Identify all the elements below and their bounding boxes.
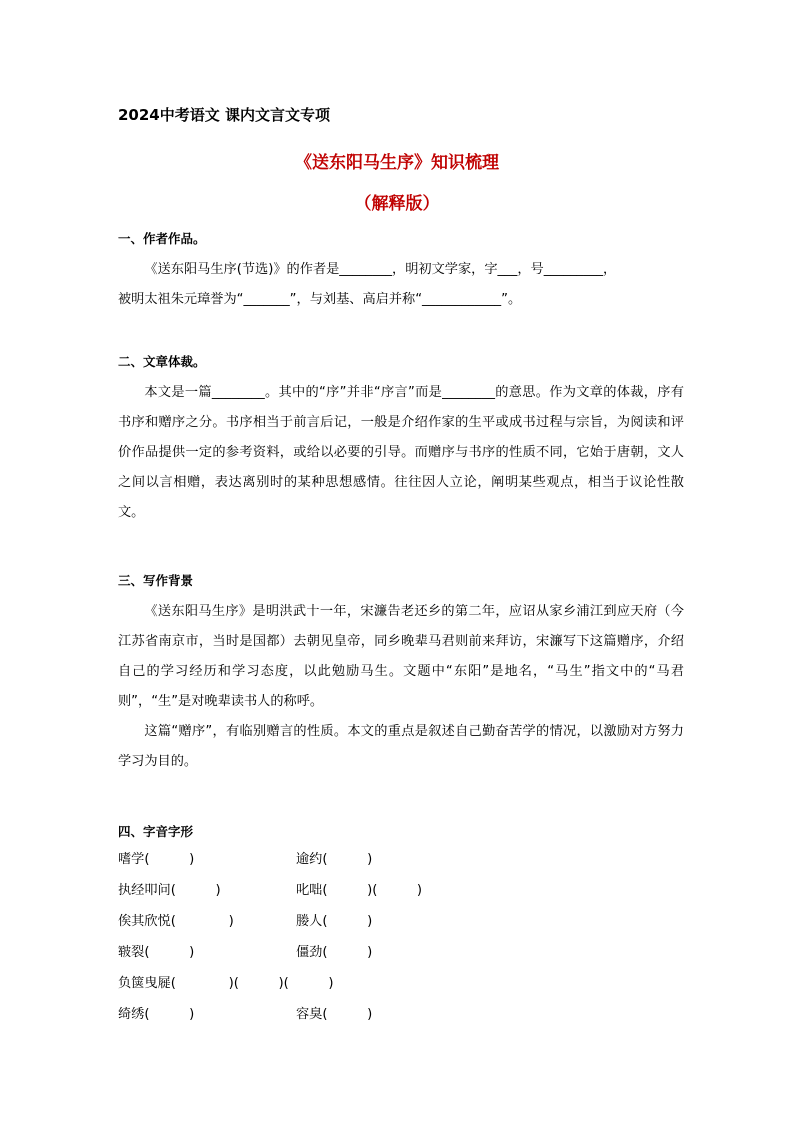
vocab-item: 绮绣( ) [118, 1007, 195, 1022]
paragraph: 这篇“赠序”，有临别赠言的性质。本文的重点是叙述自己勤奋苦学的情况，以激励对方努力学习为目的。 [118, 724, 684, 769]
vocab-item: 执经叩问( ) [118, 883, 221, 898]
section-heading-author: 一、作者作品。 [118, 231, 206, 246]
paragraph: 《送东阳马生序(节选)》的作者是________，明初文学家，字___，号_________， [144, 262, 617, 277]
vocab-item: 叱咄( )( ) [296, 883, 423, 898]
paragraph: 本文是一篇________。其中的“序”并非“序言”而是________的意思。作为文章的体裁，序有书序和赠序之分。书序相当于前言后记，一般是介绍作家的生平或成书过程与宗旨，为阅读和评价作品提供一定的参考资料，或给以必要的引导。而赠序与书序的性质不同，它始于唐朝，文人之间以言相赠，表达离别时的某种思想感情。往往因人立论，阐明某些观点，相当于议论性散文。 [118, 385, 684, 520]
section-body-genre [118, 378, 684, 528]
document-subtitle: （解释版） [354, 194, 440, 214]
vocab-list [118, 844, 496, 1030]
vocab-row [118, 999, 496, 1030]
vocab-row [118, 968, 496, 999]
section-body-background [118, 597, 684, 777]
section-body-author [118, 255, 684, 315]
section-heading-pronunciation: 四、字音字形 [118, 824, 194, 839]
section-heading-background: 三、写作背景 [118, 573, 194, 588]
vocab-item: 僵劲( ) [296, 945, 373, 960]
vocab-item: 逾约( ) [296, 852, 373, 867]
vocab-item: 嗜学( ) [118, 852, 195, 867]
paragraph: 被明太祖朱元璋誉为“_______”，与刘基、高启并称“____________”。 [118, 292, 522, 307]
vocab-item: 媵人( ) [296, 914, 373, 929]
vocab-row [118, 937, 496, 968]
vocab-row [118, 844, 496, 875]
vocab-row [118, 875, 496, 906]
vocab-row [118, 906, 496, 937]
vocab-item: 俟其欣悦( ) [118, 914, 234, 929]
vocab-item: 容臭( ) [296, 1007, 373, 1022]
document-header: 2024中考语文 课内文言文专项 [118, 106, 330, 124]
document-title: 《送东阳马生序》知识梳理 [295, 153, 499, 173]
paragraph: 《送东阳马生序》是明洪武十一年，宋濂告老还乡的第二年，应诏从家乡浦江到应天府（今江苏省南京市，当时是国都）去朝见皇帝，同乡晚辈马君则前来拜访，宋濂写下这篇赠序，介绍自己的学习经历和学习态度，以此勉励马生。文题中“东阳”是地名，“马生”指文中的“马君则”，“生”是对晚辈读书人的称呼。 [118, 604, 684, 709]
vocab-item: 负箧曳屣( )( )( ) [118, 976, 334, 991]
section-heading-genre: 二、文章体裁。 [118, 354, 206, 369]
vocab-item: 皲裂( ) [118, 945, 195, 960]
